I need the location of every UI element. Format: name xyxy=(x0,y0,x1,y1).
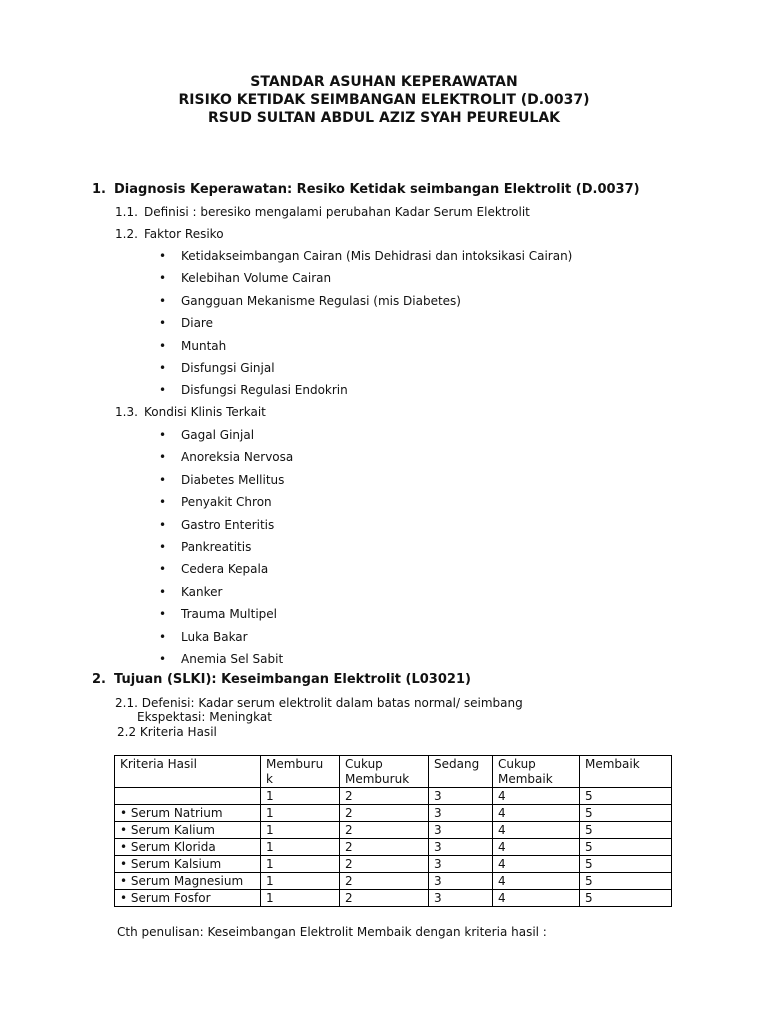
doc-title-line2: RISIKO KETIDAK SEIMBANGAN ELEKTROLIT (D.0037) xyxy=(178,92,590,108)
table-cell: 1 xyxy=(261,890,340,907)
list-item xyxy=(159,630,248,644)
table-cell: 4 xyxy=(493,822,580,839)
clinical-condition-title: Kondisi Klinis Terkait xyxy=(144,405,266,419)
table-cell: 5 xyxy=(580,805,672,822)
section2-expectation: Ekspektasi: Meningkat xyxy=(137,710,272,724)
table-cell: 5 xyxy=(580,839,672,856)
table-cell: • Serum Kalsium xyxy=(115,856,261,873)
section1-heading xyxy=(92,182,640,197)
list-item-text: Gagal Ginjal xyxy=(181,428,255,442)
table-cell: 4 xyxy=(493,856,580,873)
table-cell: 3 xyxy=(429,805,493,822)
clinical-condition-heading xyxy=(115,405,266,419)
definition-number: 1.1. xyxy=(115,205,138,219)
doc-title-line3: RSUD SULTAN ABDUL AZIZ SYAH PEUREULAK xyxy=(208,110,560,126)
bullet-icon: • xyxy=(159,383,167,398)
table-cell: Cukup Memburuk xyxy=(340,756,429,788)
risk-factor-heading xyxy=(115,227,224,241)
table-cell: 1 xyxy=(261,873,340,890)
table-cell: • Serum Klorida xyxy=(115,839,261,856)
table-cell: 1 xyxy=(261,805,340,822)
table-cell: 1 xyxy=(261,822,340,839)
section2-criteria-label: 2.2 Kriteria Hasil xyxy=(117,725,217,739)
bullet-icon: • xyxy=(159,361,167,375)
section2-title: Tujuan (SLKI): Keseimbangan Elektrolit (L03021) xyxy=(114,672,471,687)
section1-title: Diagnosis Keperawatan: Resiko Ketidak seimbangan Elektrolit (D.0037) xyxy=(114,182,640,197)
table-cell: 1 xyxy=(261,839,340,856)
table-cell: 2 xyxy=(340,822,429,839)
criteria-table xyxy=(114,755,672,907)
list-item xyxy=(159,562,268,576)
table-cell: 4 xyxy=(493,890,580,907)
table-cell: 4 xyxy=(493,805,580,822)
table-cell: 3 xyxy=(429,873,493,890)
list-item xyxy=(159,428,254,442)
table-cell: 1 xyxy=(261,788,340,805)
table-cell: 2 xyxy=(340,805,429,822)
bullet-icon: • xyxy=(159,316,167,331)
doc-title-line1: STANDAR ASUHAN KEPERAWATAN xyxy=(250,74,518,90)
bullet-icon: • xyxy=(159,428,167,442)
list-item-text: Cedera Kepala xyxy=(181,562,269,577)
list-item xyxy=(159,518,274,532)
list-item-text: Diare xyxy=(181,316,213,331)
table-cell: • Serum Kalium xyxy=(115,822,261,839)
list-item-text: Penyakit Chron xyxy=(181,495,272,510)
list-item xyxy=(159,652,283,666)
table-cell: 1 xyxy=(261,856,340,873)
table-scale-row xyxy=(115,788,672,805)
list-item-text: Gastro Enteritis xyxy=(181,517,275,532)
list-item-text: Pankreatitis xyxy=(181,540,252,554)
list-item xyxy=(159,361,275,375)
section2-definition: 2.1. Defenisi: Kadar serum elektrolit dalam batas normal/ seimbang xyxy=(115,696,523,710)
table-cell: 3 xyxy=(429,788,493,805)
section1-number: 1. xyxy=(92,182,106,197)
table-cell: Membaik xyxy=(580,756,672,788)
table-row xyxy=(115,822,672,839)
bullet-icon: • xyxy=(159,495,167,510)
section2-heading xyxy=(92,672,471,687)
list-item-text: Muntah xyxy=(181,338,227,353)
list-item xyxy=(159,316,213,330)
table-cell: Memburu k xyxy=(261,756,340,788)
table-cell: 5 xyxy=(580,788,672,805)
bullet-icon: • xyxy=(159,271,167,286)
table-cell: 5 xyxy=(580,822,672,839)
table-cell: • Serum Fosfor xyxy=(115,890,261,907)
table-cell xyxy=(115,788,261,805)
table-cell: 2 xyxy=(340,856,429,873)
list-item xyxy=(159,271,331,285)
table-cell: 3 xyxy=(429,822,493,839)
writing-example: Cth penulisan: Keseimbangan Elektrolit Membaik dengan kriteria hasil : xyxy=(117,925,547,939)
list-item-text: Disfungsi Ginjal xyxy=(181,361,275,375)
list-item xyxy=(159,383,348,397)
bullet-icon: • xyxy=(159,607,167,622)
bullet-icon: • xyxy=(159,517,167,532)
list-item-text: Kanker xyxy=(181,584,223,599)
bullet-icon: • xyxy=(159,652,167,666)
table-cell: 5 xyxy=(580,873,672,890)
table-cell: 2 xyxy=(340,839,429,856)
list-item-text: Anoreksia Nervosa xyxy=(181,450,294,465)
table-row xyxy=(115,805,672,822)
table-cell: 4 xyxy=(493,873,580,890)
table-cell: • Serum Natrium xyxy=(115,805,261,822)
bullet-icon: • xyxy=(159,562,167,577)
table-cell: Kriteria Hasil xyxy=(115,756,261,788)
table-cell: 3 xyxy=(429,890,493,907)
bullet-icon: • xyxy=(159,540,167,554)
list-item-text: Gangguan Mekanisme Regulasi (mis Diabetes) xyxy=(181,293,461,308)
table-cell: 3 xyxy=(429,856,493,873)
bullet-icon: • xyxy=(159,472,167,487)
table-row xyxy=(115,856,672,873)
list-item-text: Trauma Multipel xyxy=(181,607,277,622)
table-cell: 3 xyxy=(429,839,493,856)
bullet-icon: • xyxy=(159,249,167,263)
definition-line xyxy=(115,205,530,219)
list-item xyxy=(159,540,251,554)
list-item-text: Disfungsi Regulasi Endokrin xyxy=(181,383,348,398)
list-item-text: Diabetes Mellitus xyxy=(181,472,285,487)
list-item xyxy=(159,339,226,353)
table-row xyxy=(115,873,672,890)
table-cell: Cukup Membaik xyxy=(493,756,580,788)
table-cell: 5 xyxy=(580,856,672,873)
table-header-row xyxy=(115,756,672,788)
list-item xyxy=(159,294,461,308)
table-row xyxy=(115,890,672,907)
risk-factor-number: 1.2. xyxy=(115,227,138,241)
list-item-text: Anemia Sel Sabit xyxy=(181,652,284,666)
list-item xyxy=(159,585,222,599)
table-cell: 2 xyxy=(340,788,429,805)
list-item-text: Kelebihan Volume Cairan xyxy=(181,271,332,286)
list-item-text: Luka Bakar xyxy=(181,629,248,644)
list-item xyxy=(159,249,572,263)
section2-number: 2. xyxy=(92,672,106,687)
table-cell: 2 xyxy=(340,890,429,907)
table-cell: • Serum Magnesium xyxy=(115,873,261,890)
list-item xyxy=(159,607,277,621)
table-cell: 5 xyxy=(580,890,672,907)
table-cell: 4 xyxy=(493,839,580,856)
table-row xyxy=(115,839,672,856)
table-cell: Sedang xyxy=(429,756,493,788)
clinical-condition-number: 1.3. xyxy=(115,405,138,419)
list-item-text: Ketidakseimbangan Cairan (Mis Dehidrasi dan intoksikasi Cairan) xyxy=(181,249,573,263)
table-cell: 2 xyxy=(340,873,429,890)
list-item xyxy=(159,473,284,487)
list-item xyxy=(159,495,272,509)
bullet-icon: • xyxy=(159,338,167,353)
bullet-icon: • xyxy=(159,584,167,599)
bullet-icon: • xyxy=(159,293,167,308)
definition-text: Definisi : beresiko mengalami perubahan Kadar Serum Elektrolit xyxy=(144,205,530,219)
table-cell: 4 xyxy=(493,788,580,805)
list-item xyxy=(159,450,293,464)
risk-factor-title: Faktor Resiko xyxy=(144,227,224,241)
bullet-icon: • xyxy=(159,450,167,465)
bullet-icon: • xyxy=(159,629,167,644)
